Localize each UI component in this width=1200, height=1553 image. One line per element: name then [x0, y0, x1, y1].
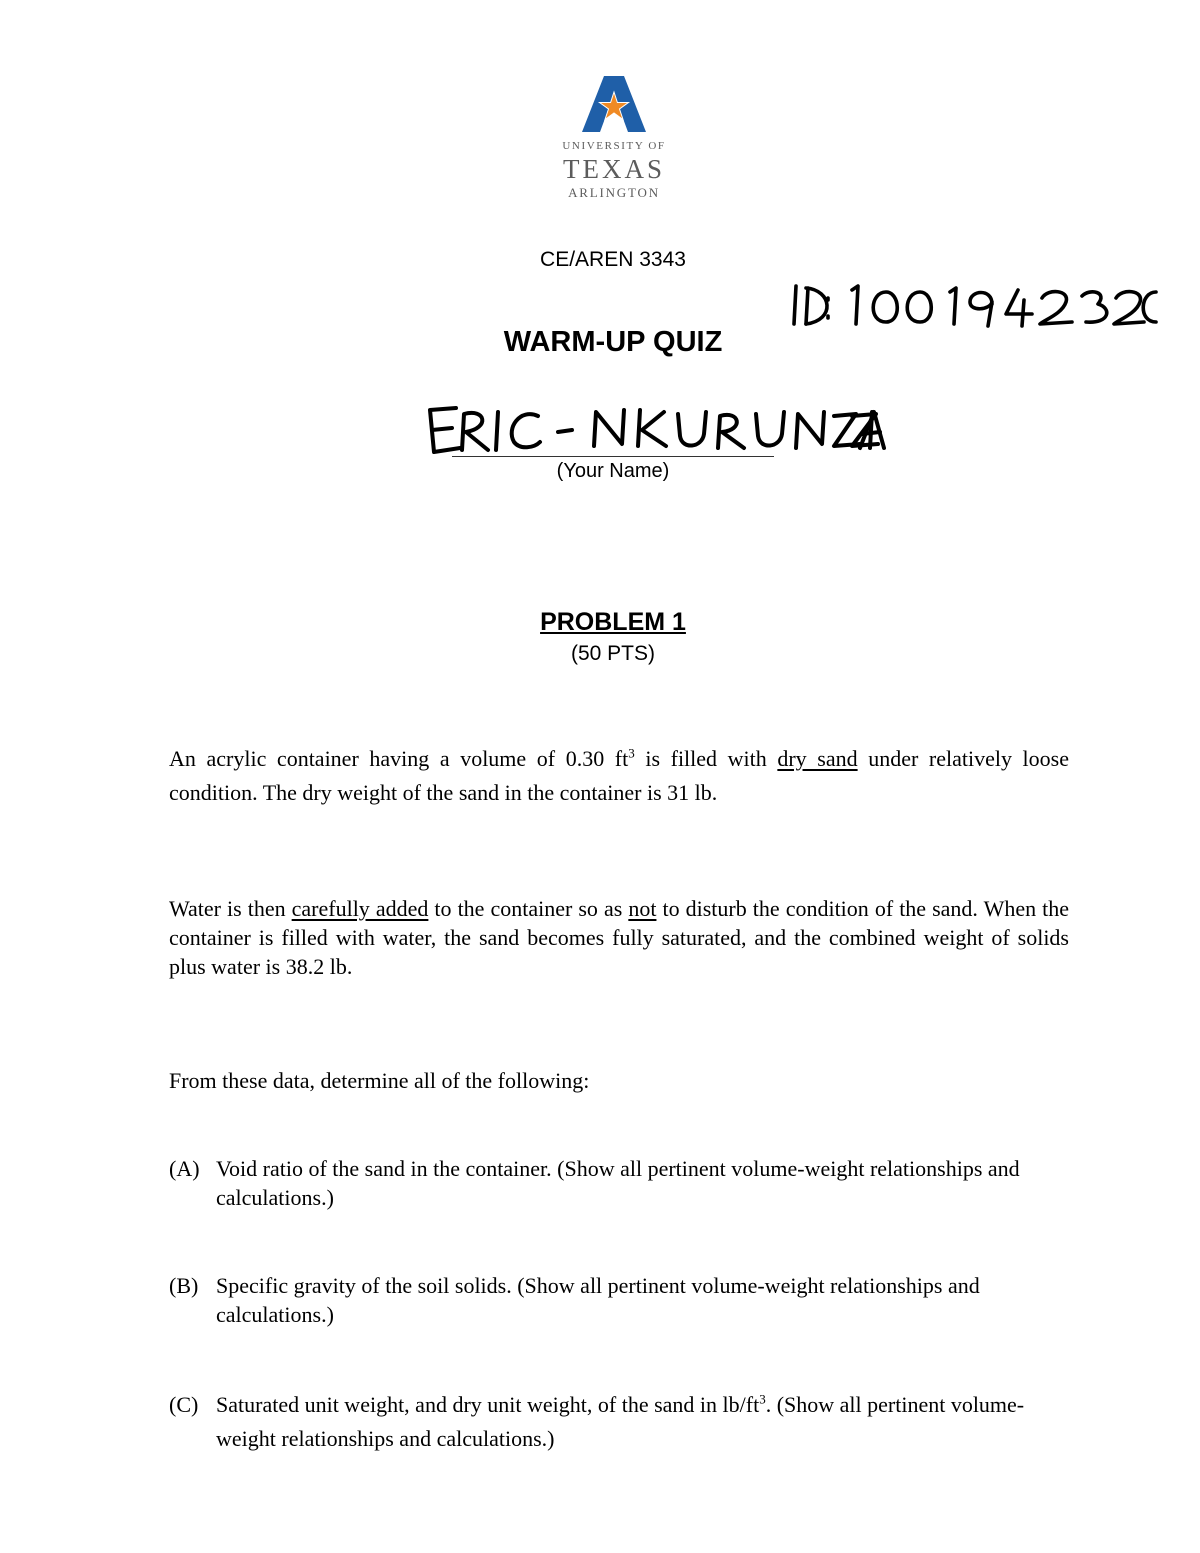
- problem-paragraph-2: [169, 894, 1069, 981]
- problem-paragraph-1: [169, 742, 1069, 810]
- name-underline: [452, 456, 774, 457]
- problem-paragraph-3: From these data, determine all of the following:: [169, 1068, 590, 1093]
- university-logo: [560, 76, 668, 201]
- course-code: CE/AREN 3343: [540, 248, 686, 271]
- question-a: [169, 1154, 1069, 1212]
- question-b: [169, 1271, 1069, 1329]
- question-c: [169, 1388, 1069, 1456]
- handwritten-student-id: [786, 278, 1158, 343]
- p2-underlined-text-2: not: [628, 896, 657, 921]
- handwritten-student-name: [426, 398, 890, 463]
- logo-university-of: UNIVERSITY OF: [562, 140, 666, 152]
- problem-points: (50 PTS): [570, 642, 656, 665]
- question-label: (B): [169, 1273, 199, 1298]
- uta-a-star-icon: [582, 76, 646, 132]
- p1-text-c: under relatively loose condition. The dry weight of the sand in the container is 31 lb.: [169, 746, 1069, 805]
- qc-superscript: 3: [759, 1391, 766, 1407]
- question-text: Specific gravity of the soil solids. (Show all pertinent volume-weight relationships and calculations.): [216, 1273, 980, 1327]
- question-label: (A): [169, 1156, 200, 1181]
- p2-text-c: to disturb the condition of the sand. When the container is filled with water, the sand becomes fully saturated, and the combined weight of solids plus water is 38.2 lb.: [169, 896, 1070, 979]
- logo-arlington: ARLINGTON: [568, 185, 660, 200]
- p2-underlined-text-1: carefully added: [291, 896, 429, 921]
- qc-text-b: . (Show all pertinent volume-weight relationships and calculations.): [216, 1392, 1025, 1451]
- p1-superscript: 3: [628, 745, 635, 761]
- question-text: Void ratio of the sand in the container. (Show all pertinent volume-weight relationships and calculations.): [216, 1156, 1020, 1210]
- p2-text-b: to the container so as: [428, 896, 629, 921]
- p1-text-b: is filled with: [634, 746, 778, 771]
- p1-underlined-text: dry sand: [777, 746, 858, 771]
- question-label: (C): [169, 1392, 199, 1417]
- logo-texas: TEXAS: [563, 154, 665, 184]
- p1-text-a: An acrylic container having a volume of 0.30 ft: [169, 746, 629, 771]
- qc-text-a: Saturated unit weight, and dry unit weight, of the sand in lb/ft: [216, 1392, 760, 1417]
- p2-text-a: Water is then: [169, 896, 292, 921]
- question-text: [216, 1388, 1069, 1456]
- name-field-label: (Your Name): [556, 460, 670, 482]
- problem-title: PROBLEM 1: [540, 608, 686, 636]
- quiz-title: WARM-UP QUIZ: [503, 326, 723, 358]
